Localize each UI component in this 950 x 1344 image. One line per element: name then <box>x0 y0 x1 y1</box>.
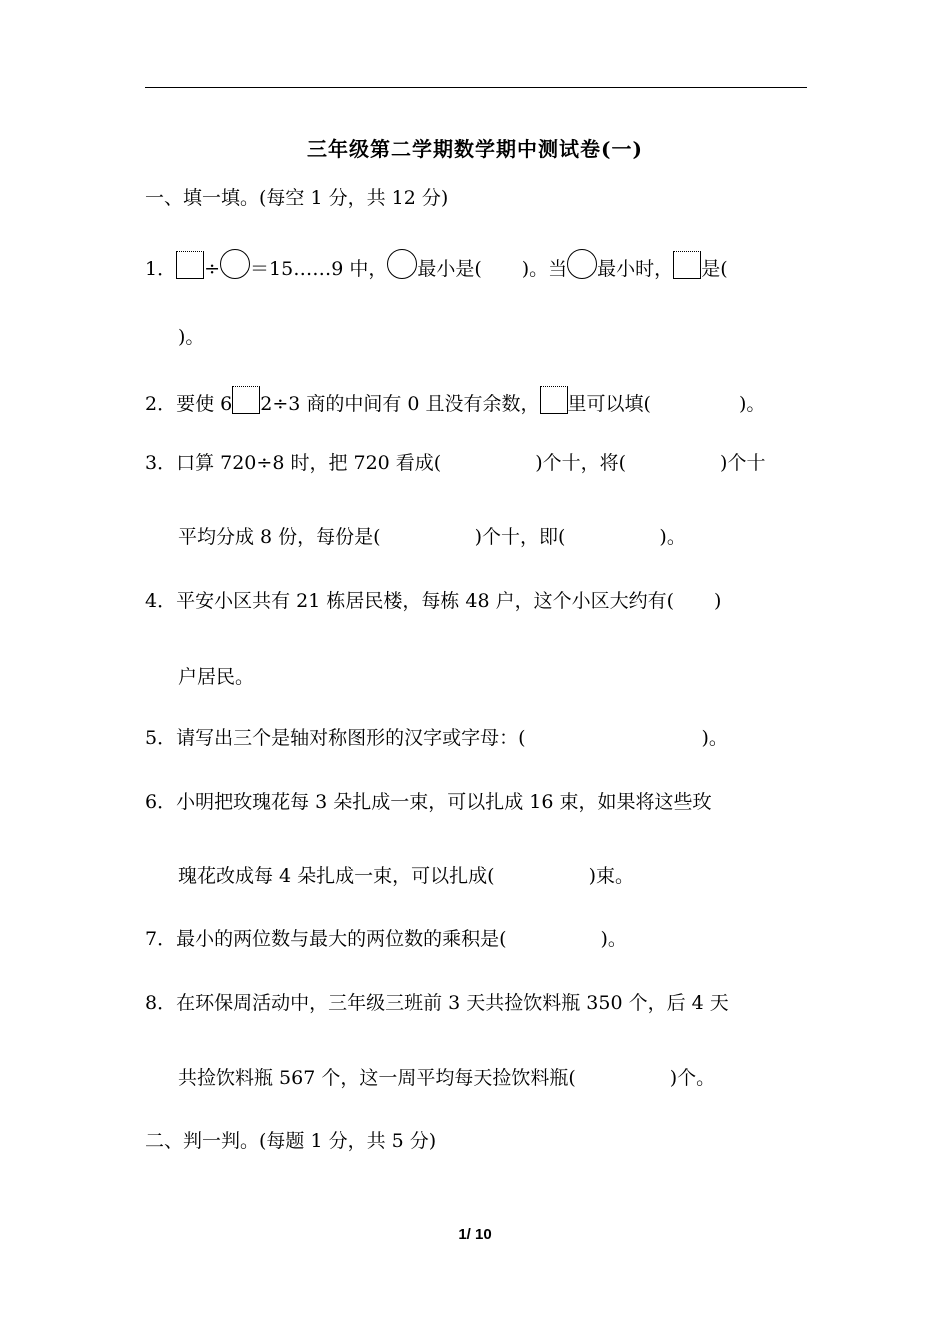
section-2-heading: 二、判一判。(每题 1 分，共 5 分) <box>145 1130 437 1152</box>
question-2: 2．要使 6 2÷3 商的中间有 0 且没有余数， 里可以填( )。 <box>145 386 765 416</box>
question-number: 5． <box>145 727 177 749</box>
question-1-cont <box>178 325 204 349</box>
question-5: 5．请写出三个是轴对称图形的汉字或字母：( )。 <box>145 727 728 749</box>
question-3: 3．口算 720÷8 时，把 720 看成( )个十，将( )个十 <box>145 452 766 474</box>
question-7: 7．最小的两位数与最大的两位数的乘积是( )。 <box>145 928 627 950</box>
section-1-heading: 一、填一填。(每空 1 分，共 12 分) <box>145 187 449 209</box>
question-number: 8． <box>145 992 177 1014</box>
question-3-cont: 平均分成 8 份，每份是( )个十，即( )。 <box>178 526 686 548</box>
page-number: 1/ 10 <box>458 1226 492 1243</box>
question-4: 4．平安小区共有 21 栋居民楼，每栋 48 户，这个小区大约有( ) <box>145 590 722 612</box>
question-8-cont: 共捡饮料瓶 567 个，这一周平均每天捡饮料瓶( )个。 <box>178 1067 716 1089</box>
square-blank-icon <box>540 386 568 414</box>
question-6: 6．小明把玫瑰花每 3 朵扎成一束，可以扎成 16 束，如果将这些玫 <box>145 791 712 813</box>
answer-close: )。 <box>178 326 205 348</box>
question-number: 6． <box>145 791 177 813</box>
question-number: 3． <box>145 452 177 474</box>
square-blank-icon <box>232 386 260 414</box>
question-1: 1． ÷ ＝15……9 中， 最小是( )。当 最小时， 是( <box>145 249 728 281</box>
question-8: 8．在环保周活动中，三年级三班前 3 天共捡饮料瓶 350 个，后 4 天 <box>145 992 729 1014</box>
circle-blank-icon <box>567 249 597 279</box>
question-number: 4． <box>145 590 177 612</box>
square-blank-icon <box>176 251 204 279</box>
circle-blank-icon <box>387 249 417 279</box>
question-6-cont: 瑰花改成每 4 朵扎成一束，可以扎成( )束。 <box>178 865 635 887</box>
question-number: 7． <box>145 928 177 950</box>
question-number: 1． <box>145 258 177 280</box>
question-4-cont: 户居民。 <box>178 666 255 688</box>
page-title: 三年级第二学期数学期中测试卷(一) <box>307 137 643 161</box>
question-number: 2． <box>145 393 177 415</box>
header-rule <box>145 87 807 88</box>
circle-blank-icon <box>220 249 250 279</box>
square-blank-icon <box>673 251 701 279</box>
